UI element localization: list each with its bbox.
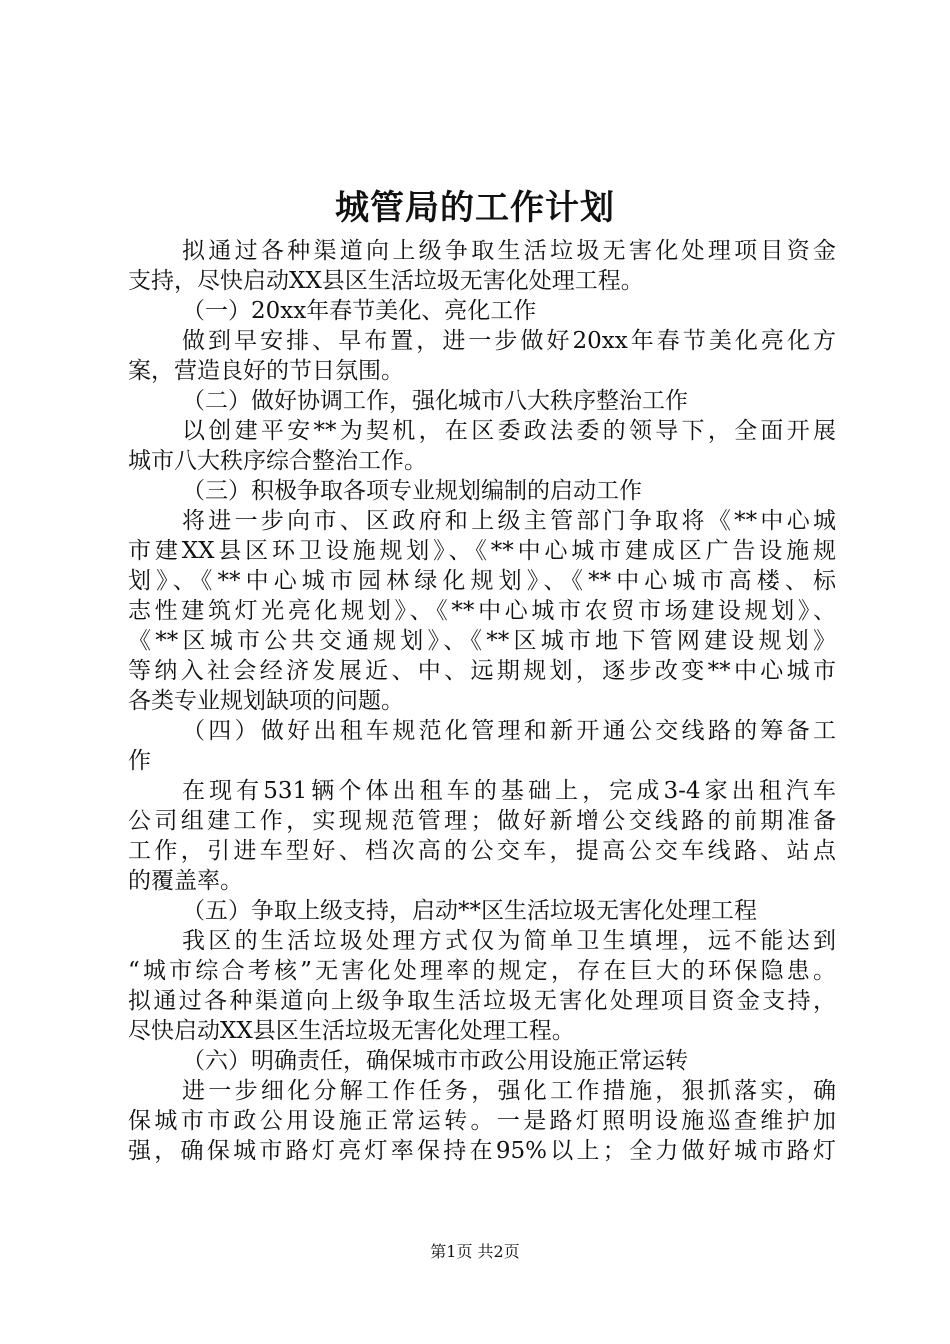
text-line: 案，营造良好的节日氛围。 (128, 358, 404, 384)
document-body (128, 236, 836, 1166)
text-line: “城市综合考核”无害化处理率的规定，存在巨大的环保隐患。 (128, 958, 836, 984)
text-line: 划》、《**中心城市园林绿化规划》、《**中心城市高楼、标 (128, 568, 836, 594)
text-line: 公司组建工作，实现规范管理；做好新增公交线路的前期准备 (128, 808, 836, 834)
text-line: 各类专业规划缺项的问题。 (128, 688, 404, 714)
section-heading: （二）做好协调工作，强化城市八大秩序整治工作 (182, 388, 688, 414)
text-line: 尽快启动XX县区生活垃圾无害化处理工程。 (128, 1018, 575, 1044)
text-line: 拟通过各种渠道向上级争取生活垃圾无害化处理项目资金 (182, 238, 836, 264)
document-title: 城管局的工作计划 (335, 188, 615, 228)
text-line: 支持，尽快启动XX县区生活垃圾无害化处理工程。 (128, 268, 644, 294)
page-number-footer: 第1页 共2页 (430, 1242, 520, 1261)
section-heading: （三）积极争取各项专业规划编制的启动工作 (182, 478, 642, 504)
text-line: 城市八大秩序综合整治工作。 (128, 448, 427, 474)
text-line: 我区的生活垃圾处理方式仅为简单卫生填埋，远不能达到 (182, 928, 836, 954)
text-line: 做到早安排、早布置，进一步做好20xx年春节美化亮化方 (182, 328, 836, 354)
text-line: 市建XX县区环卫设施规划》、《**中心城市建成区广告设施规 (128, 538, 836, 564)
text-line: 等纳入社会经济发展近、中、远期规划，逐步改变**中心城市 (128, 658, 836, 684)
text-line: 志性建筑灯光亮化规划》、《**中心城市农贸市场建设规划》、 (128, 598, 836, 624)
text-line: 保城市市政公用设施正常运转。一是路灯照明设施巡查维护加 (128, 1108, 836, 1134)
text-line: 《**区城市公共交通规划》、《**区城市地下管网建设规划》 (128, 628, 836, 654)
section-heading: （四）做好出租车规范化管理和新开通公交线路的筹备工 (182, 718, 836, 744)
section-heading: 作 (128, 748, 151, 774)
text-line: 强，确保城市路灯亮灯率保持在95%以上；全力做好城市路灯 (128, 1138, 836, 1164)
section-heading: （五）争取上级支持，启动**区生活垃圾无害化处理工程 (182, 898, 757, 924)
text-line: 在现有531辆个体出租车的基础上，完成3-4家出租汽车 (182, 778, 836, 804)
text-line: 拟通过各种渠道向上级争取生活垃圾无害化处理项目资金支持， (128, 988, 836, 1014)
text-line: 工作，引进车型好、档次高的公交车，提高公交车线路、站点 (128, 838, 836, 864)
text-line: 的覆盖率。 (128, 868, 243, 894)
text-line: 以创建平安**为契机，在区委政法委的领导下，全面开展 (182, 418, 836, 444)
section-heading: （一）20xx年春节美化、亮化工作 (182, 298, 537, 324)
text-line: 将进一步向市、区政府和上级主管部门争取将《**中心城 (182, 508, 836, 534)
text-line: 进一步细化分解工作任务，强化工作措施，狠抓落实，确 (182, 1078, 836, 1104)
section-heading: （六）明确责任，确保城市市政公用设施正常运转 (182, 1048, 688, 1074)
